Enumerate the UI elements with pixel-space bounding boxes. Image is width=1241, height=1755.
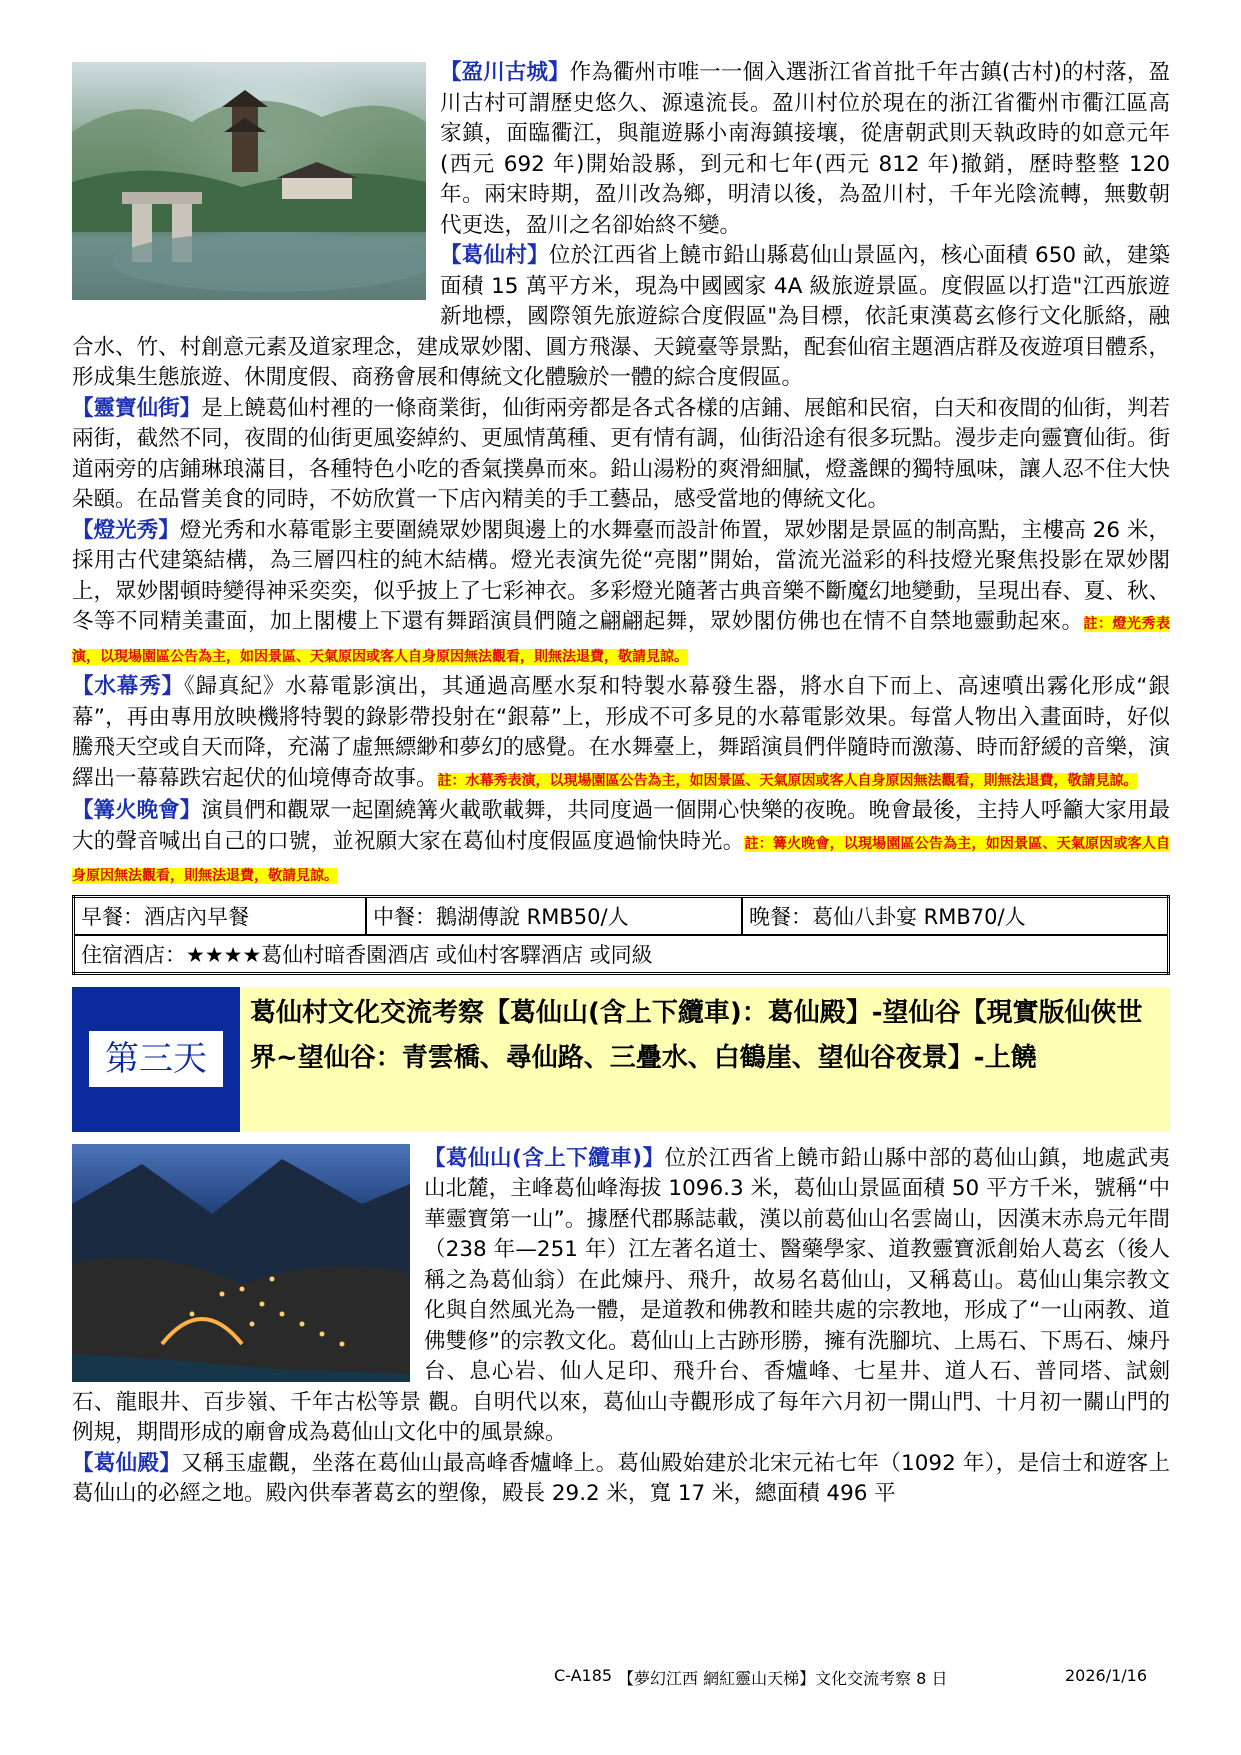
lunch-cell: 中餐：鵝湖傳說 RMB50/人	[366, 896, 742, 935]
breakfast-cell: 早餐：酒店內早餐	[74, 896, 367, 935]
day3-title: 葛仙村文化交流考察【葛仙山(含上下纜車)：葛仙殿】-望仙谷【現實版仙俠世界~望仙谷：青雲橋、尋仙路、三疊水、白鶴崖、望仙谷夜景】-上饒	[240, 987, 1170, 1132]
section-water-show	[72, 672, 1170, 796]
night-valley-illustration	[72, 1144, 410, 1382]
text-water-show: 《歸真紀》水幕電影演出，其通過高壓水泵和特製水幕發生器，將水自下而上、高速噴出霧化形成“銀幕”，再由專用放映機將特製的錄影帶投射在“銀幕”上，形成不可多見的水幕電影效果。每當人物出入畫面時，好似騰飛天空或自天而降，充滿了虛無縹緲和夢幻的感覺。在水舞臺上，舞蹈演員們伴隨時而激蕩、時而舒緩的音樂，演繹出一幕幕跌宕起伏的仙境傳奇故事。	[72, 674, 1170, 791]
text-yingchuan: 作為衢州市唯一一個入選浙江省首批千年古鎮(古村)的村落，盈川古村可謂歷史悠久、源遠流長。盈川村位於現在的浙江省衢州市衢江區高家鎮，面臨衢江，與龍遊縣小南海鎮接壤，從唐朝武則天執政時的如意元年(西元 692 年)開始設縣，到元和七年(西元 812 年)撤銷，歷時整整 120 年。兩宋時期，盈川改為鄉，明清以後，為盈川村，千年光陰流轉，無數朝代更迭，盈川之名卻始終不變。	[440, 60, 1170, 238]
section-gexian-hall	[72, 1449, 1170, 1510]
section-light-show	[72, 516, 1170, 673]
note-bonfire: 註：篝火晚會，以現場園區公告為主，如因景區、天氣原因或客人自身原因無法觀看，則無法退費，敬請見諒。	[72, 835, 1170, 884]
title-bonfire: 【篝火晚會】	[72, 798, 202, 823]
meal-table	[72, 895, 1170, 975]
day3-header	[72, 987, 1170, 1132]
meal-row	[74, 896, 1169, 935]
title-yingchuan: 【盈川古城】	[440, 60, 570, 85]
yingchuan-scene-illustration	[72, 62, 426, 300]
dinner-cell: 晚餐：葛仙八卦宴 RMB70/人	[742, 896, 1169, 935]
section-lingbao-street	[72, 394, 1170, 516]
text-bonfire: 演員們和觀眾一起圍繞篝火載歌載舞，共同度過一個開心快樂的夜晚。晚會最後，主持人呼籲大家用最大的聲音喊出自己的口號，並祝願大家在葛仙村度假區度過愉快時光。	[72, 798, 1170, 854]
text-gexian-mountain: 位於江西省上饒市鉛山縣中部的葛仙山鎮，地處武夷山北麓，主峰葛仙峰海拔 1096.3 米，葛仙山景區面積 50 平方千米，號稱“中華靈寶第一山”。據歷代郡縣誌載，漢以前葛仙山名雲崗山，因漢末赤烏元年間（238 年—251 年）江左著名道士、醫藥學家、道教靈寶派創始人葛玄（後人稱之為葛仙翁）在此煉丹、飛升，故易名葛仙山，又稱葛山。葛仙山集宗教文化與自然風光為一體，是道教和佛教和睦共處的宗教地，形成了“一山兩教、道佛雙修”的宗教文化。葛仙山上古跡形勝，擁有洗腳坑、上馬石、下馬石、煉丹台、息心岩、仙人足印、飛升台、香爐峰、七星井、道人石、普同塔、試劍石、龍眼井、百步嶺、千年古松等景 觀。自明代以來，葛仙山寺觀形成了每年六月初一開山門、十月初一關山門的例規，期間形成的廟會成為葛仙山文化中的風景線。	[72, 1145, 1170, 1445]
yingchuan-village-photo	[72, 62, 426, 300]
note-water-show: 註：水幕秀表演，以現場園區公告為主，如因景區、天氣原因或客人自身原因無法觀看，則無法退費，敬請見諒。	[437, 772, 1138, 789]
title-gexian-mountain: 【葛仙山(含上下纜車)】	[424, 1145, 665, 1171]
footer-tour-name: 【夢幻江西 網紅靈山天梯】文化交流考察 8 日	[618, 1669, 948, 1688]
itinerary-page	[72, 58, 1170, 1510]
hotel-cell: 住宿酒店：★★★★葛仙村暗香園酒店 或仙村客驛酒店 或同級	[74, 935, 1169, 974]
text-gexian-hall: 又稱玉虛觀，坐落在葛仙山最高峰香爐峰上。葛仙殿始建於北宋元祐七年（1092 年），是信士和遊客上葛仙山的必經之地。殿內供奉著葛玄的塑像，殿長 29.2 米，寬 17 米，總面積 496 平	[72, 1450, 1170, 1506]
gexian-mountain-photo	[72, 1144, 410, 1382]
hotel-row	[74, 935, 1169, 974]
title-light-show: 【燈光秀】	[72, 517, 180, 543]
title-gexian-village: 【葛仙村】	[440, 243, 549, 268]
text-light-show: 燈光秀和水幕電影主要圍繞眾妙閣與邊上的水舞臺而設計佈置，眾妙閣是景區的制高點，主樓高 26 米，採用古代建築結構，為三層四柱的純木結構。燈光表演先從“亮閣”開始，當流光溢彩的科技燈光聚焦投影在眾妙閣上，眾妙閣頓時變得神采奕奕，似乎披上了七彩神衣。多彩燈光隨著古典音樂不斷魔幻地變動，呈現出春、夏、秋、冬等不同精美畫面，加上閣樓上下還有舞蹈演員們隨之翩翩起舞，眾妙閣仿佛也在情不自禁地靈動起來。	[72, 517, 1170, 634]
title-water-show: 【水幕秀】	[72, 674, 184, 699]
day3-label-box	[72, 987, 240, 1132]
text-lingbao-street: 是上饒葛仙村裡的一條商業街，仙街兩旁都是各式各樣的店鋪、展館和民宿，白天和夜間的仙街，判若兩街，截然不同，夜間的仙街更風姿綽約、更風情萬種、更有情有調，仙街沿途有很多玩點。漫步走向靈寶仙街。街道兩旁的店鋪琳琅滿目，各種特色小吃的香氣撲鼻而來。鉛山湯粉的爽滑細膩，燈盞餜的獨特風味，讓人忍不住大快朵頤。在品嘗美食的同時，不妨欣賞一下店內精美的手工藝品，感受當地的傳統文化。	[72, 395, 1170, 512]
title-gexian-hall: 【葛仙殿】	[72, 1450, 182, 1476]
section-bonfire	[72, 796, 1170, 892]
note-light-show: 註：燈光秀表演，以現場園區公告為主，如因景區、天氣原因或客人自身原因無法觀看，則無法退費，敬請見諒。	[72, 616, 1170, 665]
footer-code: C-A185	[554, 1666, 613, 1685]
day3-label: 第三天	[89, 1031, 223, 1087]
title-lingbao-street: 【靈寶仙街】	[72, 395, 202, 421]
footer-date: 2026/1/16	[1065, 1666, 1148, 1685]
text-gexian-village: 位於江西省上饒市鉛山縣葛仙山景區內，核心面積 650 畝，建築面積 15 萬平方米，現為中國國家 4A 級旅遊景區。度假區以打造"江西旅遊新地標，國際領先旅遊綜合度假區"為目標，依託東漢葛玄修行文化脈絡，融合水、竹、村創意元素及道家理念，建成眾妙閣、圓方飛瀑、天鏡臺等景點，配套仙宿主題酒店群及夜遊項目體系，形成集生態旅遊、休閒度假、商務會展和傳統文化體驗於一體的綜合度假區。	[72, 243, 1170, 390]
